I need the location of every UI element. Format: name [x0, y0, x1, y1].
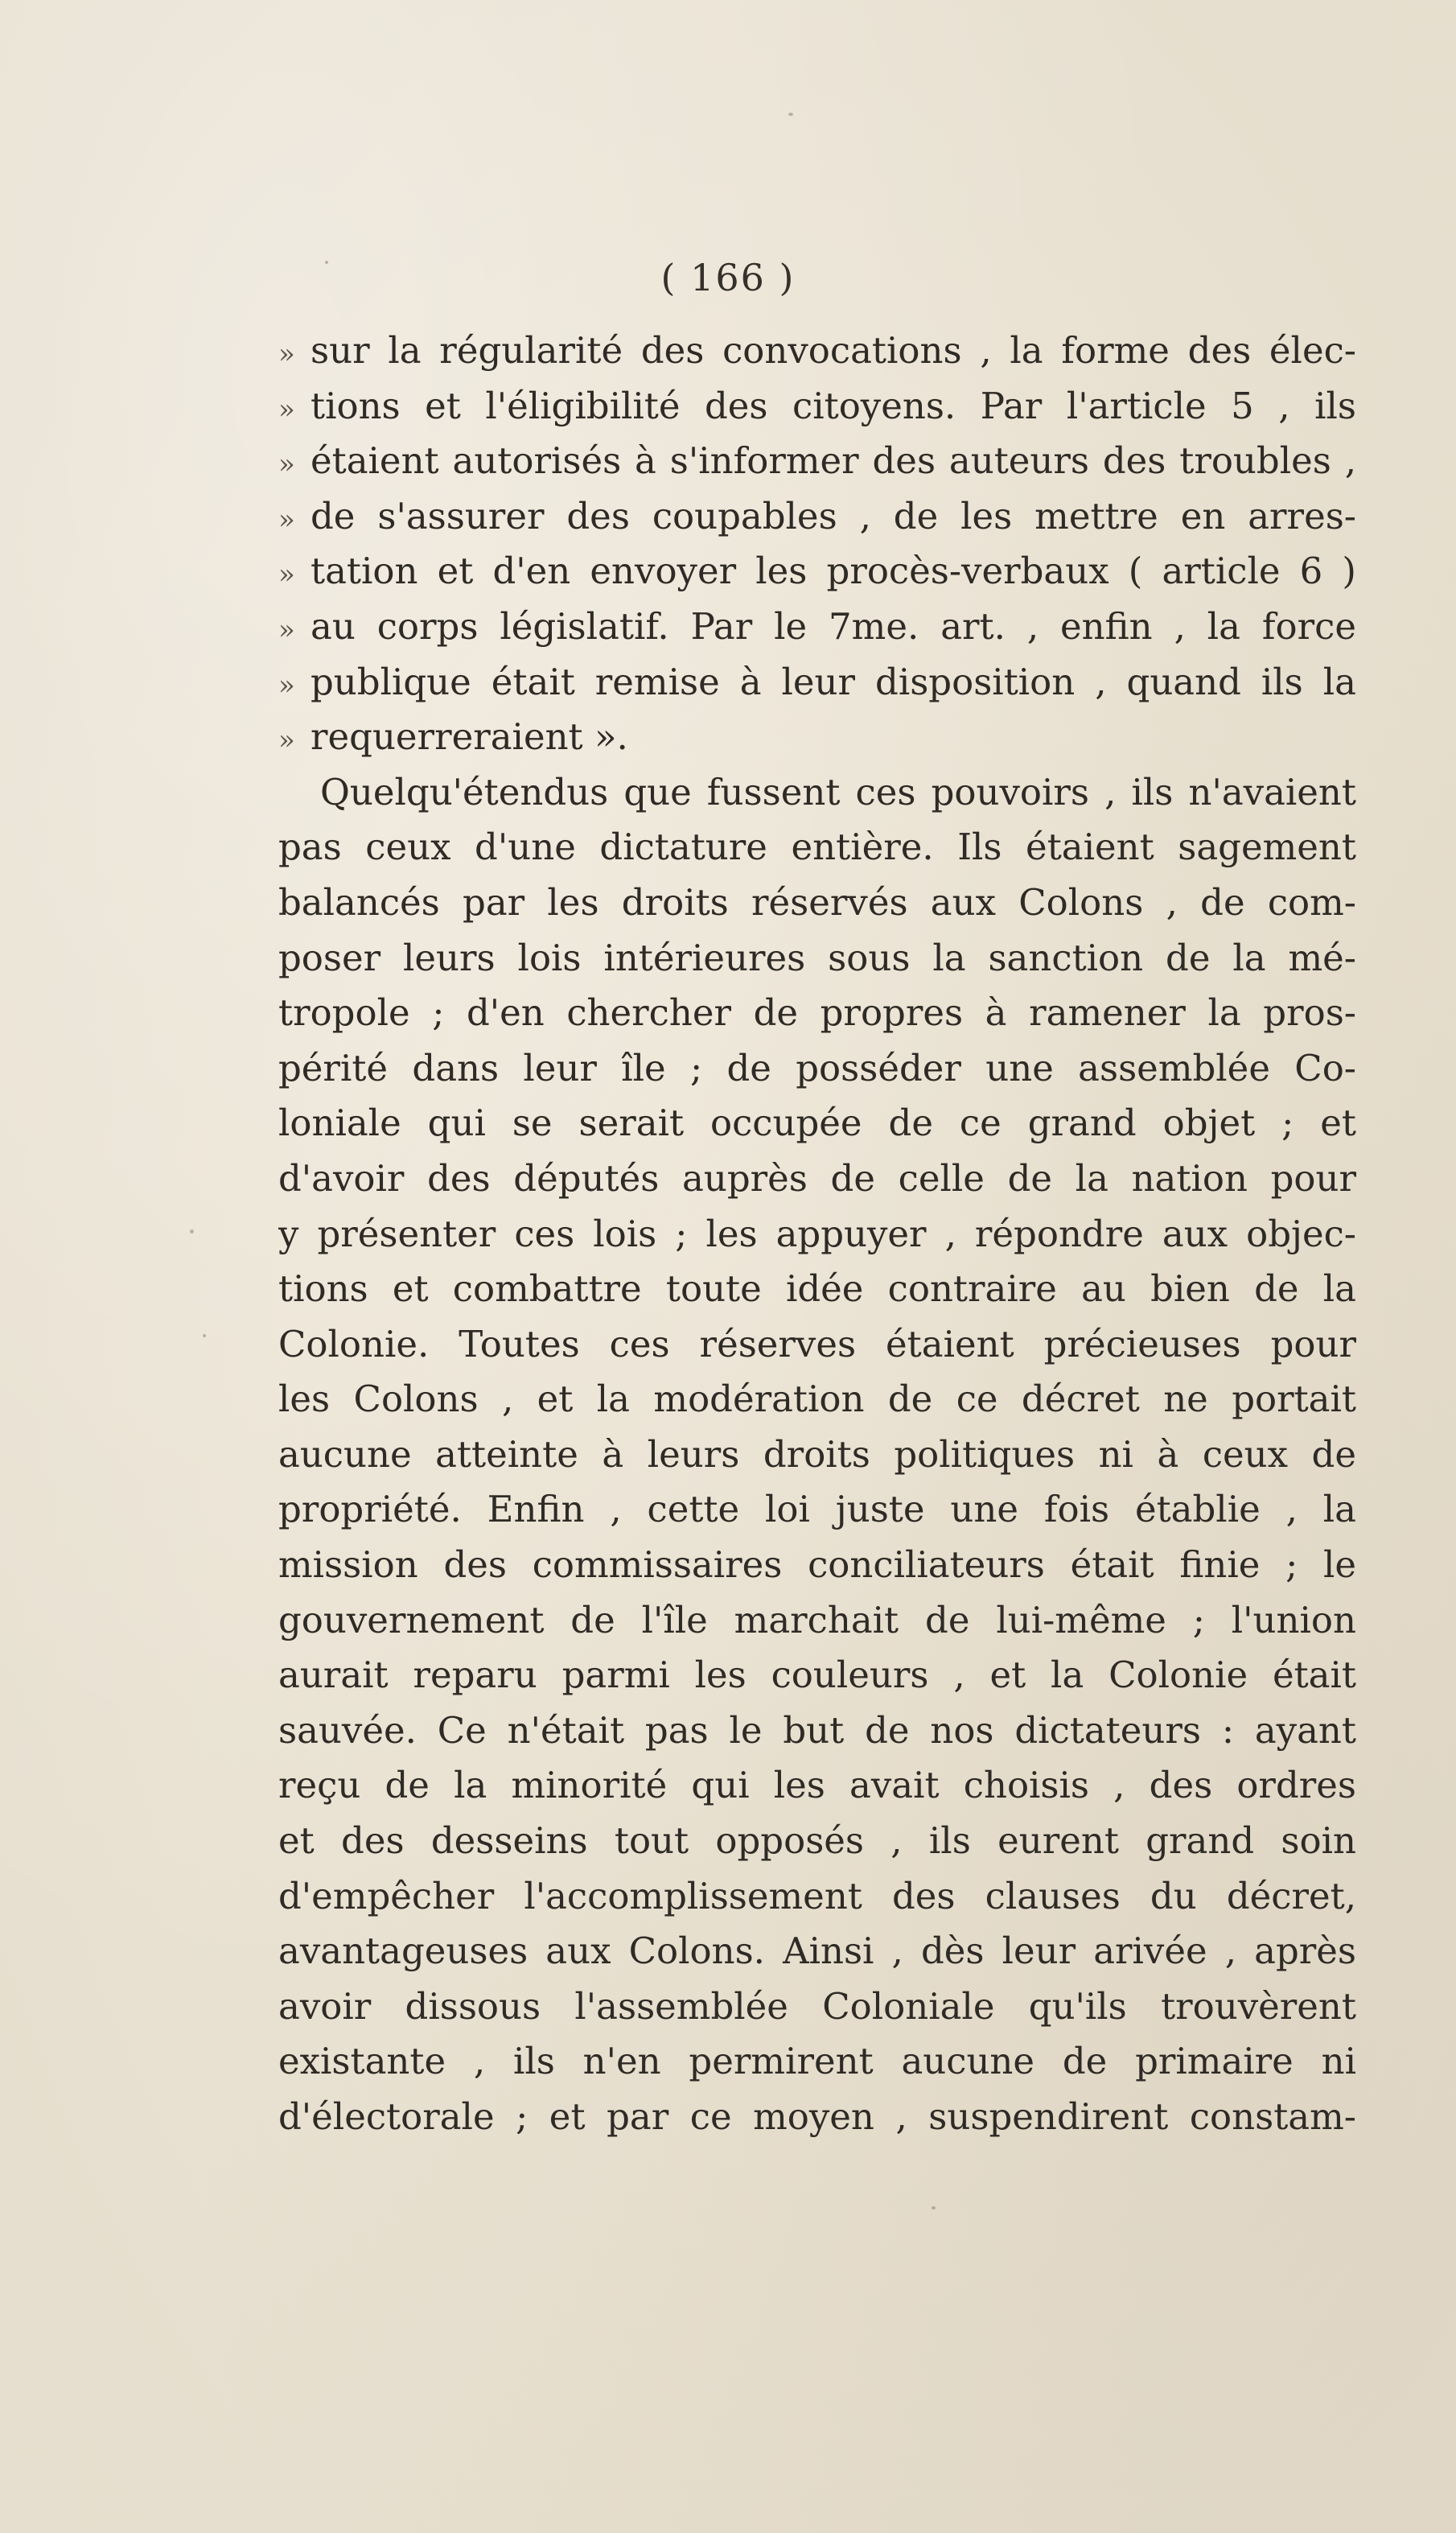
- text-line: [278, 1703, 1356, 1759]
- paper-speck: [203, 1334, 206, 1337]
- text-line: [278, 820, 1356, 875]
- line-text: poser leurs lois intérieures sous la sanction de la mé-: [278, 936, 1356, 979]
- line-text: loniale qui se serait occupée de ce grand objet ; et: [278, 1102, 1356, 1145]
- line-text: aucune atteinte à leurs droits politiques ni à ceux de: [278, 1432, 1356, 1476]
- line-text: périté dans leur île ; de posséder une assemblée Co-: [278, 1046, 1356, 1089]
- line-text: les Colons , et la modération de ce décret ne portait: [278, 1378, 1356, 1421]
- text-line: [278, 323, 1356, 379]
- paper-speck: [788, 113, 793, 116]
- line-text: d'électorale ; et par ce moyen , suspendirent constam-: [278, 2095, 1356, 2138]
- text-line: [278, 875, 1356, 931]
- text-line: [278, 765, 1356, 821]
- text-line: [278, 544, 1356, 599]
- guillemet-mark: »: [278, 503, 295, 536]
- text-line: [278, 489, 1356, 545]
- text-line: [278, 931, 1356, 986]
- body-text: [278, 323, 1356, 2145]
- text-line: [278, 1814, 1356, 1869]
- line-text: tions et combattre toute idée contraire au bien de la: [278, 1267, 1356, 1311]
- guillemet-mark: »: [278, 669, 295, 702]
- line-text: sauvée. Ce n'était pas le but de nos dictateurs : ayant: [278, 1708, 1356, 1752]
- line-text: d'empêcher l'accomplissement des clauses du décret,: [278, 1874, 1356, 1917]
- text-line: [278, 655, 1356, 710]
- paper-speck: [190, 1229, 194, 1234]
- text-line: [278, 1262, 1356, 1317]
- line-text: d'avoir des députés auprès de celle de la nation pour: [278, 1156, 1356, 1200]
- text-line: [278, 2034, 1356, 2090]
- text-line: [278, 2090, 1356, 2145]
- page-number: ( 166 ): [660, 256, 796, 299]
- guillemet-mark: »: [278, 448, 295, 481]
- line-text: gouvernement de l'île marchait de lui-même ; l'union: [278, 1598, 1356, 1641]
- text-line: [278, 1758, 1356, 1814]
- text-line: [278, 986, 1356, 1041]
- paper-speck: [325, 261, 328, 264]
- line-text: tropole ; d'en chercher de propres à ramener la pros-: [278, 991, 1356, 1035]
- guillemet-mark: »: [278, 558, 295, 591]
- text-line: [278, 599, 1356, 655]
- text-line: [278, 1041, 1356, 1097]
- text-line: [278, 1593, 1356, 1649]
- line-text: publique était remise à leur disposition , quand ils la: [311, 660, 1356, 703]
- paper-speck: [932, 2206, 936, 2210]
- line-text: tions et l'éligibilité des citoyens. Par l'article 5 , ils: [311, 384, 1356, 427]
- line-text: étaient autorisés à s'informer des auteurs des troubles ,: [311, 439, 1356, 483]
- line-text: pas ceux d'une dictature entière. Ils étaient sagement: [278, 826, 1356, 869]
- line-text: aurait reparu parmi les couleurs , et la Colonie était: [278, 1654, 1356, 1697]
- line-text: avantageuses aux Colons. Ainsi , dès leur arivée , après: [278, 1930, 1356, 1973]
- guillemet-mark: »: [278, 338, 295, 370]
- text-line: [278, 1427, 1356, 1483]
- line-text: sur la régularité des convocations , la forme des élec-: [311, 329, 1356, 372]
- line-text: et des desseins tout opposés , ils eurent grand soin: [278, 1819, 1356, 1863]
- line-text: mission des commissaires conciliateurs était finie ; le: [278, 1543, 1356, 1587]
- guillemet-mark: »: [278, 724, 295, 757]
- text-line: [278, 1538, 1356, 1593]
- line-text: tation et d'en envoyer les procès-verbaux ( article 6 ): [311, 550, 1356, 593]
- guillemet-mark: »: [278, 613, 295, 646]
- text-line: [278, 710, 1356, 765]
- line-text: balancés par les droits réservés aux Colons , de com-: [278, 880, 1356, 924]
- text-line: [278, 1482, 1356, 1538]
- line-text: de s'assurer des coupables , de les mettre en arres-: [311, 494, 1356, 537]
- line-text: requerreraient ».: [311, 715, 628, 759]
- text-line: [278, 1207, 1356, 1262]
- line-text: reçu de la minorité qui les avait choisis , des ordres: [278, 1764, 1356, 1807]
- guillemet-mark: »: [278, 393, 295, 426]
- line-text: avoir dissous l'assemblée Coloniale qu'ils trouvèrent: [278, 1984, 1356, 2028]
- line-text: y présenter ces lois ; les appuyer , répondre aux objec-: [278, 1212, 1356, 1255]
- text-line: [278, 434, 1356, 489]
- text-line: [278, 1096, 1356, 1151]
- line-text: existante , ils n'en permirent aucune de primaire ni: [278, 2040, 1356, 2083]
- text-line: [278, 1151, 1356, 1207]
- text-line: [278, 1979, 1356, 2035]
- line-text: Quelqu'étendus que fussent ces pouvoirs , ils n'avaient: [320, 770, 1356, 813]
- text-line: [278, 1869, 1356, 1925]
- text-line: [278, 1372, 1356, 1427]
- text-line: [278, 379, 1356, 435]
- line-text: au corps législatif. Par le 7me. art. , enfin , la force: [311, 604, 1356, 648]
- text-line: [278, 1317, 1356, 1373]
- line-text: propriété. Enfin , cette loi juste une fois établie , la: [278, 1488, 1356, 1531]
- text-line: [278, 1648, 1356, 1703]
- line-text: Colonie. Toutes ces réserves étaient précieuses pour: [278, 1322, 1356, 1365]
- text-line: [278, 1924, 1356, 1979]
